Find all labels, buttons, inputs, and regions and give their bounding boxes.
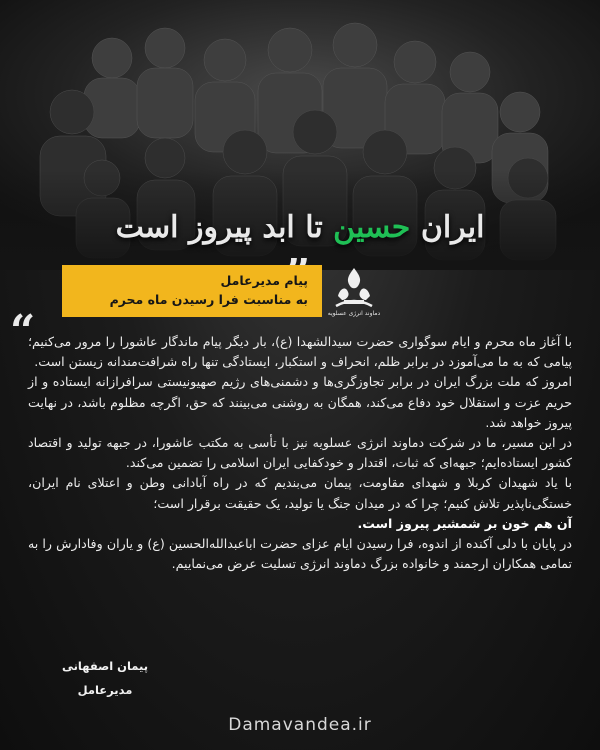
paragraph: امروز که ملت بزرگ ایران در برابر تجاوزگری‌ها و دشمنی‌های رژیم صهیونیستی سرافرازانه ایستاده و از حریم عزت و استقلال خود دفاع می‌کند، همگان به روشنی می‌بینند که حق، اگرچه مظلوم باشد، در نهایت پیروز خواهد شد. — [28, 374, 572, 430]
paragraph: با آغاز ماه محرم و ایام سوگواری حضرت سیدالشهدا (ع)، بار دیگر پیام ماندگار عاشورا را مرور می‌کنیم؛ پیامی که به ما می‌آموزد در برابر ظلم، انحراف و استکبار، ایستادگی تنها راه شرافت‌مندانه زیستن است. — [28, 334, 572, 370]
signature-role: مدیرعامل — [77, 683, 133, 697]
paragraph: در پایان با دلی آکنده از اندوه، فرا رسیدن ایام عزای حضرت اباعبدالله‌الحسین (ع) و یاران وفادارش را به تمامی همکاران ارجمند و خانواده بزرگ دماوند انرژی تسلیت عرض می‌نماییم. — [28, 536, 572, 572]
paragraph: با یاد شهیدان کربلا و شهدای مقاومت، پیمان می‌بندیم که در راه آبادانی وطن و اعتلای نام ایران، خستگی‌ناپذیر تلاش کنیم؛ چرا که در میدان جنگ یا تولید، یک حقیقت برقرار است؛ — [28, 475, 572, 511]
website-link[interactable]: Damavandea.ir — [228, 715, 372, 735]
quote-mark-icon: “ — [10, 306, 36, 357]
paragraph: در این مسیر، ما در شرکت دماوند انرژی عسلویه نیز با تأسی به مکتب عاشورا، در جبهه تولید و اقتصاد کشور ایستاده‌ایم؛ جبهه‌ای که ثبات، اقتدار و خودکفایی ایران اسلامی را تضمین می‌کند. — [28, 435, 572, 471]
banner-subtitle: به مناسبت فرا رسیدن ماه محرم — [109, 292, 308, 307]
signature-name: پیمان اصفهانی — [61, 659, 149, 673]
paragraph-emphasis: آن هم خون بر شمشیر پیروز است. — [357, 515, 572, 531]
slogan — [0, 210, 600, 245]
slogan-highlight: حسین — [333, 210, 411, 245]
slogan-part-1: ایران — [420, 210, 485, 245]
message-body — [28, 332, 572, 574]
title-banner — [62, 265, 322, 317]
logo-caption: دماوند انرژی عسلویه — [327, 310, 381, 317]
company-logo-icon — [330, 266, 378, 310]
banner-title: پیام مدیرعامل — [220, 273, 308, 288]
slogan-part-2: تا ابد پیروز است — [115, 210, 323, 245]
